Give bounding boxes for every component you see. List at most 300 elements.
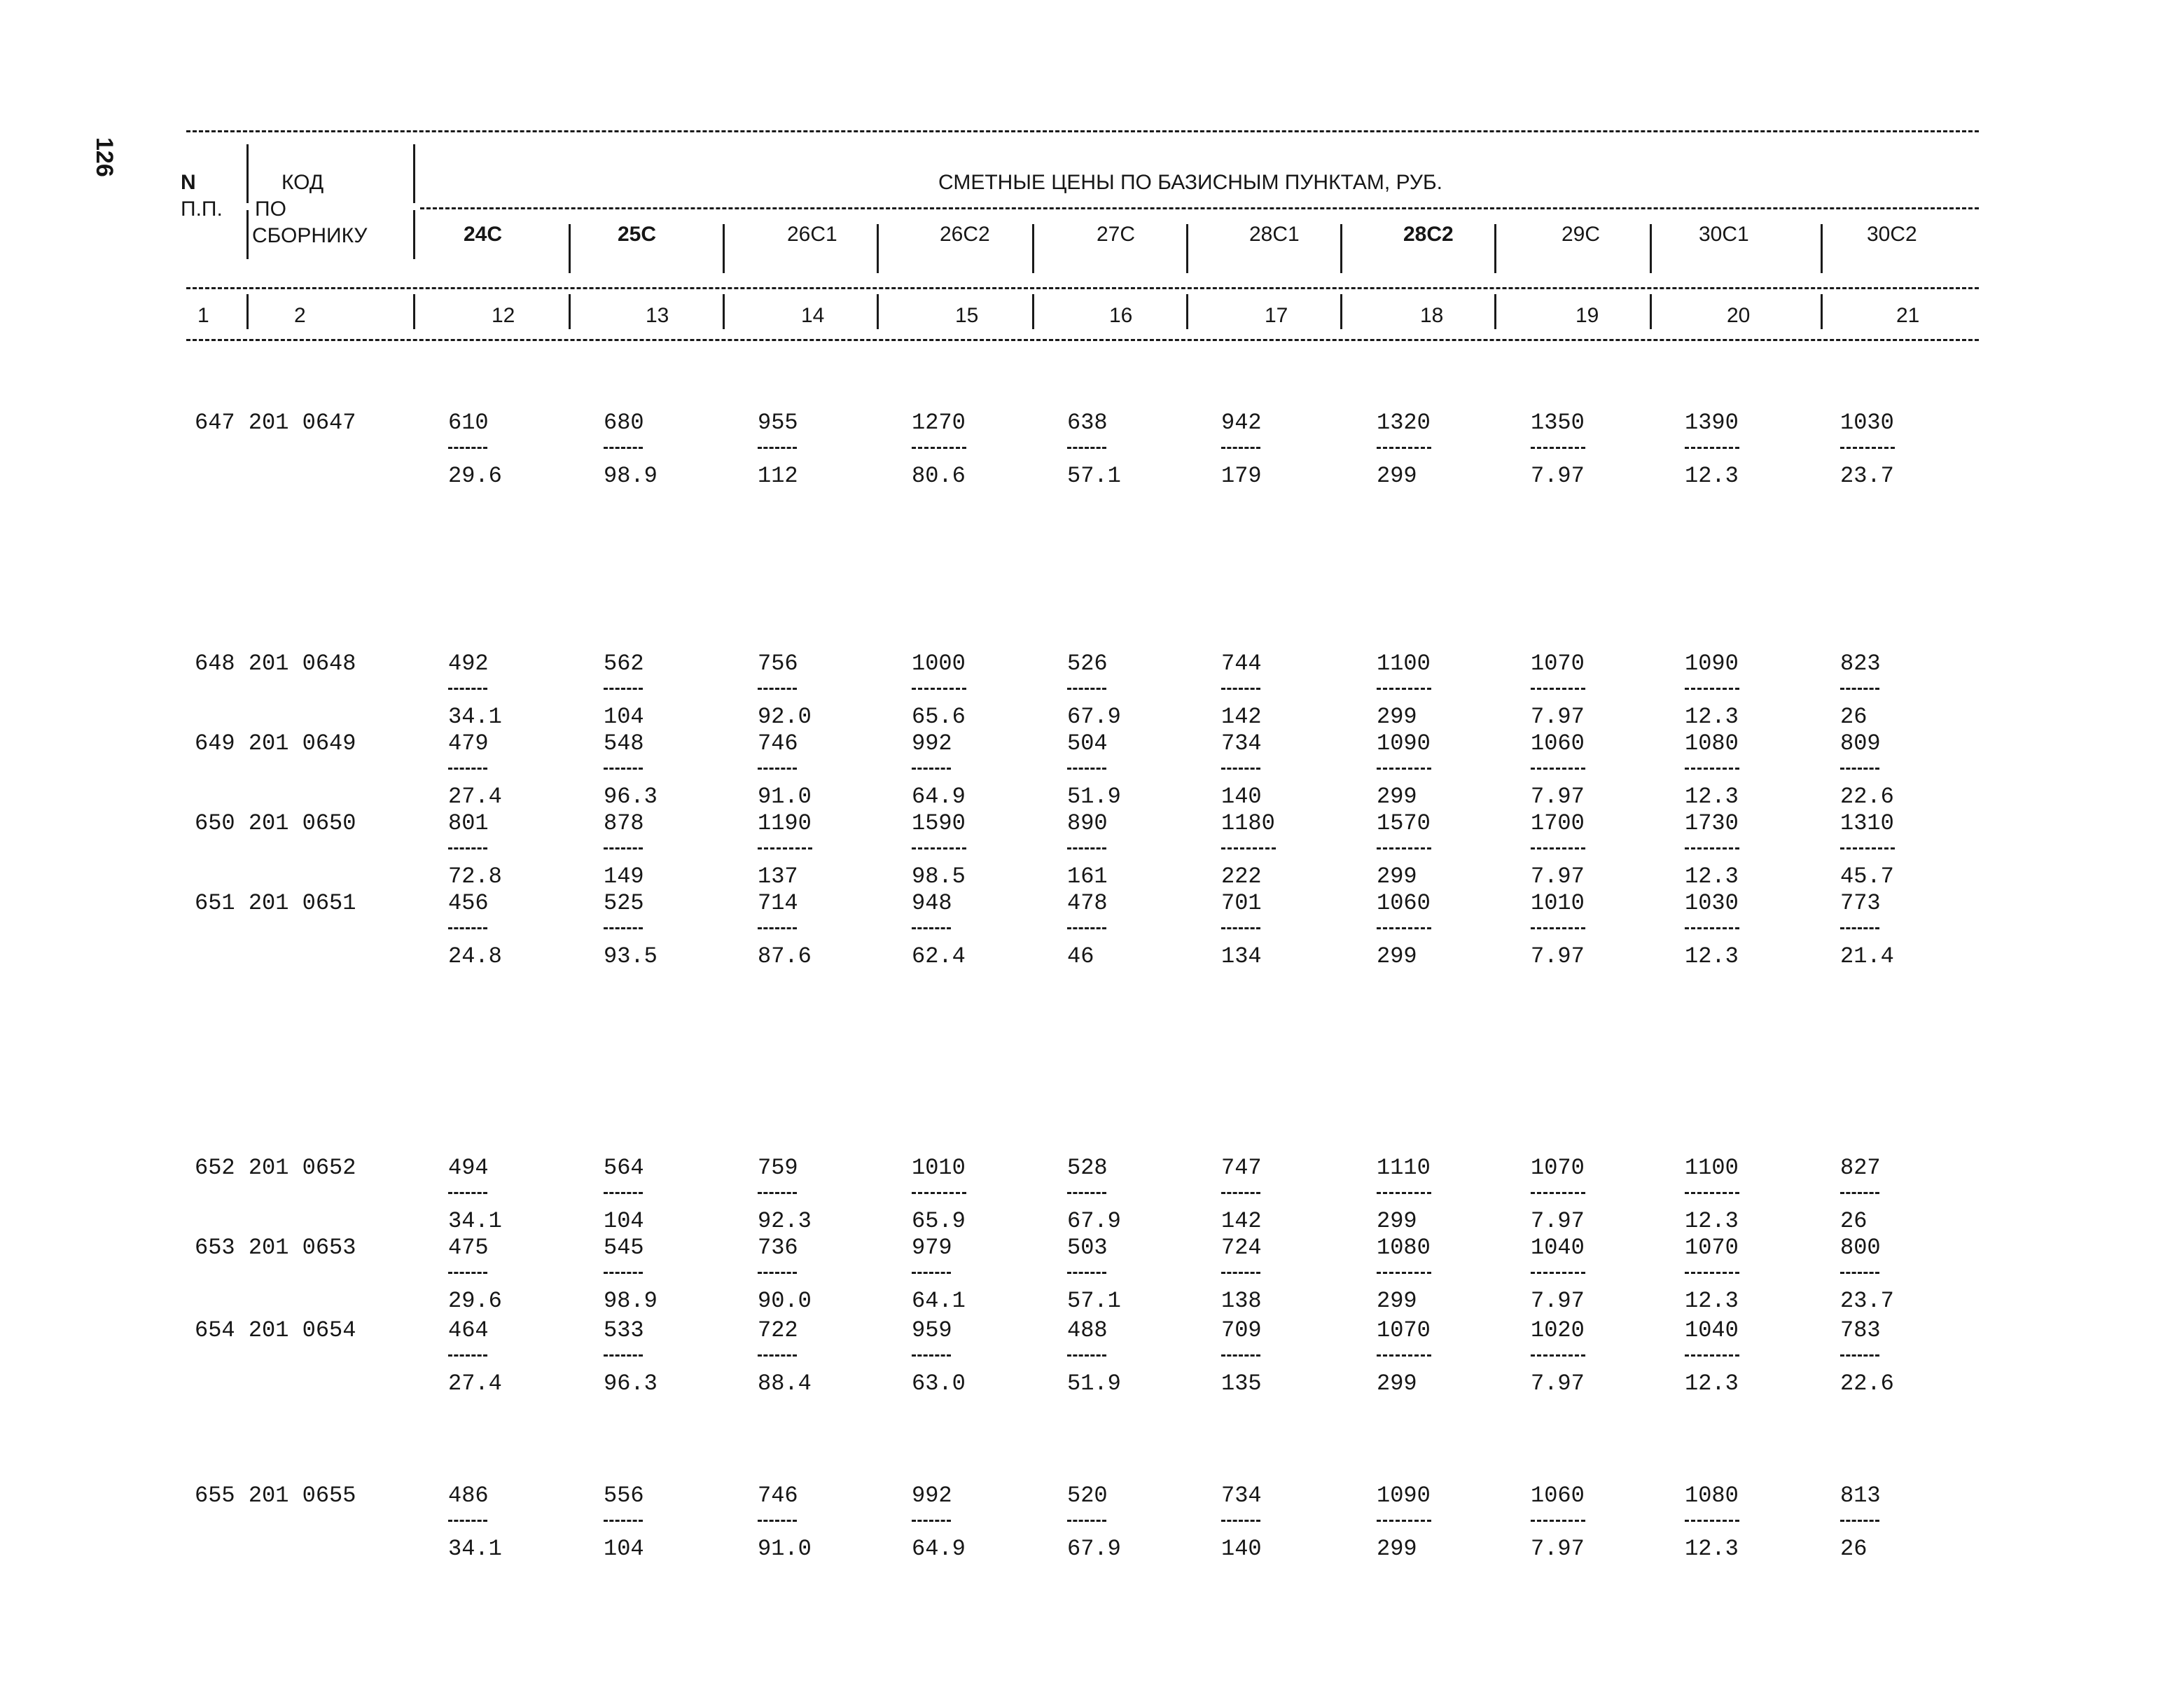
transport-value: 26	[1840, 1536, 1867, 1562]
price-value: 1090	[1377, 730, 1431, 756]
price-value: 992	[912, 730, 952, 756]
column-number: 12	[492, 304, 515, 327]
fraction-bar	[1840, 447, 1895, 449]
price-value: 456	[448, 890, 489, 916]
fraction-bar	[1531, 1192, 1585, 1194]
price-value: 1080	[1685, 730, 1739, 756]
fraction-bar	[1221, 1192, 1260, 1194]
fraction-bar	[1685, 847, 1739, 850]
transport-value: 222	[1221, 864, 1262, 889]
transport-value: 88.4	[758, 1371, 812, 1396]
price-value: 1040	[1531, 1235, 1585, 1261]
price-value: 1070	[1377, 1317, 1431, 1343]
transport-value: 65.9	[912, 1208, 966, 1234]
transport-value: 67.9	[1067, 1536, 1121, 1562]
fraction-bar	[1685, 688, 1739, 690]
price-value: 504	[1067, 730, 1108, 756]
price-value: 562	[604, 651, 644, 677]
fraction-bar	[1067, 447, 1106, 449]
fraction-bar	[912, 1354, 951, 1357]
fraction-bar	[448, 688, 487, 690]
price-value: 756	[758, 651, 798, 677]
transport-value: 96.3	[604, 784, 658, 810]
header-n-line1: N	[181, 171, 196, 194]
price-value: 638	[1067, 410, 1108, 436]
fraction-bar	[912, 927, 951, 929]
fraction-bar	[1840, 688, 1879, 690]
transport-value: 27.4	[448, 784, 502, 810]
transport-value: 29.6	[448, 1288, 502, 1314]
transport-value: 12.3	[1685, 943, 1739, 969]
price-value: 1030	[1840, 410, 1894, 436]
fraction-bar	[1531, 768, 1585, 770]
transport-value: 87.6	[758, 943, 812, 969]
fraction-bar	[758, 1272, 797, 1274]
price-value: 486	[448, 1483, 489, 1509]
price-value: 948	[912, 890, 952, 916]
fraction-bar	[1221, 688, 1260, 690]
fraction-bar	[604, 1272, 643, 1274]
transport-value: 299	[1377, 463, 1417, 489]
row-code: 655 201 0655	[195, 1483, 356, 1509]
price-value: 1080	[1377, 1235, 1431, 1261]
transport-value: 67.9	[1067, 704, 1121, 730]
fraction-bar	[758, 688, 797, 690]
price-value: 545	[604, 1235, 644, 1261]
transport-value: 22.6	[1840, 784, 1894, 810]
fraction-bar	[912, 768, 951, 770]
transport-value: 299	[1377, 704, 1417, 730]
price-value: 1010	[1531, 890, 1585, 916]
divider-point	[877, 294, 879, 329]
transport-value: 135	[1221, 1371, 1262, 1396]
fraction-bar	[912, 688, 966, 690]
price-value: 747	[1221, 1155, 1262, 1181]
fraction-bar	[1067, 1272, 1106, 1274]
basis-point-label: 26С1	[787, 223, 837, 246]
price-value: 1390	[1685, 410, 1739, 436]
price-value: 1060	[1531, 1483, 1585, 1509]
price-value: 959	[912, 1317, 952, 1343]
price-value: 1180	[1221, 810, 1275, 836]
price-value: 709	[1221, 1317, 1262, 1343]
transport-value: 72.8	[448, 864, 502, 889]
price-value: 464	[448, 1317, 489, 1343]
price-value: 1020	[1531, 1317, 1585, 1343]
header-bottom-rule	[186, 339, 1979, 341]
row-code: 652 201 0652	[195, 1155, 356, 1181]
divider-point	[1032, 294, 1034, 329]
transport-value: 7.97	[1531, 1208, 1585, 1234]
fraction-bar	[1685, 768, 1739, 770]
fraction-bar	[1685, 927, 1739, 929]
transport-value: 134	[1221, 943, 1262, 969]
divider-point	[1821, 294, 1823, 329]
transport-value: 299	[1377, 1371, 1417, 1396]
divider-point	[877, 224, 879, 273]
transport-value: 7.97	[1531, 1371, 1585, 1396]
divider-point	[1494, 224, 1496, 273]
divider-point	[569, 224, 571, 273]
transport-value: 93.5	[604, 943, 658, 969]
transport-value: 12.3	[1685, 784, 1739, 810]
transport-value: 140	[1221, 1536, 1262, 1562]
price-value: 1040	[1685, 1317, 1739, 1343]
fraction-bar	[604, 1520, 643, 1522]
price-value: 1030	[1685, 890, 1739, 916]
transport-value: 51.9	[1067, 784, 1121, 810]
transport-value: 34.1	[448, 1208, 502, 1234]
basis-point-label: 26С2	[940, 223, 990, 246]
price-value: 734	[1221, 730, 1262, 756]
price-value: 1700	[1531, 810, 1585, 836]
price-value: 1070	[1531, 651, 1585, 677]
price-value: 736	[758, 1235, 798, 1261]
fraction-bar	[1221, 768, 1260, 770]
transport-value: 22.6	[1840, 1371, 1894, 1396]
fraction-bar	[1840, 927, 1879, 929]
transport-value: 64.9	[912, 784, 966, 810]
transport-value: 96.3	[604, 1371, 658, 1396]
fraction-bar	[758, 847, 812, 850]
transport-value: 299	[1377, 1536, 1417, 1562]
transport-value: 64.9	[912, 1536, 966, 1562]
header-code-line2: ПО	[255, 197, 286, 221]
transport-value: 7.97	[1531, 1536, 1585, 1562]
fraction-bar	[1377, 1520, 1431, 1522]
transport-value: 299	[1377, 864, 1417, 889]
price-value: 1000	[912, 651, 966, 677]
price-value: 701	[1221, 890, 1262, 916]
divider-point	[1340, 224, 1342, 273]
header-code-line3: СБОРНИКУ	[252, 224, 368, 247]
fraction-bar	[604, 447, 643, 449]
fraction-bar	[912, 847, 966, 850]
price-value: 759	[758, 1155, 798, 1181]
fraction-bar	[1685, 1520, 1739, 1522]
fraction-bar	[1221, 1272, 1260, 1274]
fraction-bar	[758, 447, 797, 449]
column-number: 19	[1576, 304, 1599, 327]
transport-value: 34.1	[448, 1536, 502, 1562]
price-value: 746	[758, 730, 798, 756]
transport-value: 104	[604, 704, 644, 730]
header-n-line2: П.П.	[181, 197, 223, 221]
fraction-bar	[604, 927, 643, 929]
page-number: 126	[91, 137, 118, 177]
price-value: 890	[1067, 810, 1108, 836]
fraction-bar	[1840, 768, 1879, 770]
price-value: 724	[1221, 1235, 1262, 1261]
price-value: 1730	[1685, 810, 1739, 836]
fraction-bar	[1377, 768, 1431, 770]
price-value: 1060	[1377, 890, 1431, 916]
column-number: 13	[646, 304, 669, 327]
basis-point-label: 30С1	[1699, 223, 1749, 246]
column-number: 1	[197, 304, 209, 327]
divider-point	[1186, 224, 1188, 273]
transport-value: 299	[1377, 784, 1417, 810]
fraction-bar	[758, 1192, 797, 1194]
price-value: 494	[448, 1155, 489, 1181]
price-value: 564	[604, 1155, 644, 1181]
price-value: 1190	[758, 810, 812, 836]
price-value: 809	[1840, 730, 1881, 756]
transport-value: 112	[758, 463, 798, 489]
fraction-bar	[1221, 1354, 1260, 1357]
price-value: 680	[604, 410, 644, 436]
transport-value: 7.97	[1531, 943, 1585, 969]
fraction-bar	[1685, 1272, 1739, 1274]
fraction-bar	[1067, 927, 1106, 929]
transport-value: 65.6	[912, 704, 966, 730]
transport-value: 62.4	[912, 943, 966, 969]
price-value: 992	[912, 1483, 952, 1509]
price-value: 744	[1221, 651, 1262, 677]
fraction-bar	[1685, 1354, 1739, 1357]
price-value: 610	[448, 410, 489, 436]
divider-code	[413, 144, 415, 203]
fraction-bar	[912, 447, 966, 449]
divider-point	[1650, 294, 1652, 329]
column-number-rule	[186, 287, 1979, 289]
price-value: 1570	[1377, 810, 1431, 836]
fraction-bar	[1531, 447, 1585, 449]
fraction-bar	[912, 1192, 966, 1194]
divider-n	[246, 210, 249, 259]
price-value: 503	[1067, 1235, 1108, 1261]
transport-value: 98.9	[604, 463, 658, 489]
transport-value: 179	[1221, 463, 1262, 489]
column-number: 20	[1727, 304, 1751, 327]
fraction-bar	[1221, 927, 1260, 929]
fraction-bar	[1531, 1520, 1585, 1522]
price-value: 526	[1067, 651, 1108, 677]
fraction-bar	[1067, 1192, 1106, 1194]
transport-value: 7.97	[1531, 864, 1585, 889]
fraction-bar	[604, 768, 643, 770]
fraction-bar	[758, 1354, 797, 1357]
fraction-bar	[1221, 847, 1276, 850]
transport-value: 92.3	[758, 1208, 812, 1234]
divider-n	[246, 144, 249, 203]
column-number: 15	[955, 304, 979, 327]
transport-value: 57.1	[1067, 463, 1121, 489]
price-value: 1590	[912, 810, 966, 836]
fraction-bar	[1377, 927, 1431, 929]
transport-value: 299	[1377, 1208, 1417, 1234]
price-value: 1310	[1840, 810, 1894, 836]
fraction-bar	[1840, 1354, 1879, 1357]
price-value: 1270	[912, 410, 966, 436]
price-value: 746	[758, 1483, 798, 1509]
transport-value: 45.7	[1840, 864, 1894, 889]
transport-value: 26	[1840, 704, 1867, 730]
fraction-bar	[1685, 447, 1739, 449]
transport-value: 104	[604, 1536, 644, 1562]
divider-point	[1032, 224, 1034, 273]
price-value: 800	[1840, 1235, 1881, 1261]
transport-value: 104	[604, 1208, 644, 1234]
column-number: 16	[1109, 304, 1133, 327]
price-value: 734	[1221, 1483, 1262, 1509]
transport-value: 12.3	[1685, 1288, 1739, 1314]
basis-point-label: 29С	[1562, 223, 1601, 246]
transport-value: 142	[1221, 1208, 1262, 1234]
fraction-bar	[912, 1520, 951, 1522]
divider-point	[1821, 224, 1823, 273]
price-value: 1100	[1685, 1155, 1739, 1181]
transport-value: 12.3	[1685, 704, 1739, 730]
basis-point-label: 30С2	[1867, 223, 1917, 246]
row-code: 650 201 0650	[195, 810, 356, 836]
fraction-bar	[1840, 1520, 1879, 1522]
price-value: 1060	[1531, 730, 1585, 756]
column-number: 2	[294, 304, 306, 327]
header-span-title: СМЕТНЫЕ ЦЕНЫ ПО БАЗИСНЫМ ПУНКТАМ, РУБ.	[938, 171, 1442, 194]
basis-point-label: 24С	[464, 223, 503, 246]
transport-value: 29.6	[448, 463, 502, 489]
fraction-bar	[448, 1354, 487, 1357]
transport-value: 23.7	[1840, 1288, 1894, 1314]
transport-value: 7.97	[1531, 704, 1585, 730]
price-value: 783	[1840, 1317, 1881, 1343]
transport-value: 64.1	[912, 1288, 966, 1314]
transport-value: 57.1	[1067, 1288, 1121, 1314]
divider-point	[1340, 294, 1342, 329]
transport-value: 12.3	[1685, 1536, 1739, 1562]
divider-point	[723, 294, 725, 329]
price-value: 479	[448, 730, 489, 756]
row-code: 648 201 0648	[195, 651, 356, 677]
fraction-bar	[448, 1192, 487, 1194]
price-value: 942	[1221, 410, 1262, 436]
transport-value: 26	[1840, 1208, 1867, 1234]
basis-point-label: 28С1	[1249, 223, 1300, 246]
price-value: 773	[1840, 890, 1881, 916]
fraction-bar	[604, 1192, 643, 1194]
fraction-bar	[1531, 1272, 1585, 1274]
basis-point-label: 28С2	[1403, 223, 1454, 246]
price-value: 979	[912, 1235, 952, 1261]
transport-value: 12.3	[1685, 463, 1739, 489]
basis-point-label: 25С	[618, 223, 657, 246]
price-value: 1090	[1377, 1483, 1431, 1509]
transport-value: 46	[1067, 943, 1094, 969]
column-number: 18	[1420, 304, 1444, 327]
price-value: 525	[604, 890, 644, 916]
price-value: 827	[1840, 1155, 1881, 1181]
price-value: 1010	[912, 1155, 966, 1181]
transport-value: 140	[1221, 784, 1262, 810]
price-value: 475	[448, 1235, 489, 1261]
divider-code	[413, 210, 415, 259]
fraction-bar	[604, 688, 643, 690]
price-value: 813	[1840, 1483, 1881, 1509]
transport-value: 91.0	[758, 784, 812, 810]
fraction-bar	[1067, 688, 1106, 690]
fraction-bar	[448, 847, 487, 850]
fraction-bar	[1840, 847, 1895, 850]
transport-value: 12.3	[1685, 1208, 1739, 1234]
transport-value: 299	[1377, 1288, 1417, 1314]
basis-point-label: 27С	[1097, 223, 1136, 246]
fraction-bar	[1221, 447, 1260, 449]
transport-value: 149	[604, 864, 644, 889]
fraction-bar	[758, 1520, 797, 1522]
fraction-bar	[1067, 847, 1106, 850]
price-value: 722	[758, 1317, 798, 1343]
fraction-bar	[758, 927, 797, 929]
fraction-bar	[448, 1272, 487, 1274]
price-value: 488	[1067, 1317, 1108, 1343]
row-code: 651 201 0651	[195, 890, 356, 916]
fraction-bar	[604, 1354, 643, 1357]
transport-value: 138	[1221, 1288, 1262, 1314]
price-value: 823	[1840, 651, 1881, 677]
fraction-bar	[448, 1520, 487, 1522]
fraction-bar	[1377, 447, 1431, 449]
transport-value: 7.97	[1531, 1288, 1585, 1314]
fraction-bar	[1377, 1354, 1431, 1357]
column-number: 14	[801, 304, 825, 327]
price-value: 492	[448, 651, 489, 677]
fraction-bar	[1221, 1520, 1260, 1522]
divider-point	[1494, 294, 1496, 329]
price-value: 1100	[1377, 651, 1431, 677]
fraction-bar	[1067, 1520, 1106, 1522]
price-value: 1080	[1685, 1483, 1739, 1509]
price-value: 1320	[1377, 410, 1431, 436]
price-value: 1350	[1531, 410, 1585, 436]
transport-value: 21.4	[1840, 943, 1894, 969]
price-value: 548	[604, 730, 644, 756]
fraction-bar	[1531, 927, 1585, 929]
fraction-bar	[1067, 768, 1106, 770]
transport-value: 98.9	[604, 1288, 658, 1314]
transport-value: 7.97	[1531, 784, 1585, 810]
row-code: 649 201 0649	[195, 730, 356, 756]
transport-value: 67.9	[1067, 1208, 1121, 1234]
price-value: 714	[758, 890, 798, 916]
fraction-bar	[1531, 1354, 1585, 1357]
transport-value: 92.0	[758, 704, 812, 730]
transport-value: 161	[1067, 864, 1108, 889]
fraction-bar	[912, 1272, 951, 1274]
transport-value: 90.0	[758, 1288, 812, 1314]
price-value: 1110	[1377, 1155, 1431, 1181]
fraction-bar	[1377, 688, 1431, 690]
column-number: 21	[1896, 304, 1920, 327]
row-code: 647 201 0647	[195, 410, 356, 436]
price-value: 801	[448, 810, 489, 836]
divider-n	[246, 294, 249, 329]
transport-value: 12.3	[1685, 1371, 1739, 1396]
header-code-line1: КОД	[281, 171, 324, 194]
fraction-bar	[1067, 1354, 1106, 1357]
transport-value: 98.5	[912, 864, 966, 889]
transport-value: 142	[1221, 704, 1262, 730]
fraction-bar	[1531, 847, 1585, 850]
transport-value: 80.6	[912, 463, 966, 489]
points-rule	[420, 207, 1979, 209]
price-value: 878	[604, 810, 644, 836]
fraction-bar	[1531, 688, 1585, 690]
transport-value: 91.0	[758, 1536, 812, 1562]
divider-point	[1186, 294, 1188, 329]
transport-value: 12.3	[1685, 864, 1739, 889]
row-code: 653 201 0653	[195, 1235, 356, 1261]
